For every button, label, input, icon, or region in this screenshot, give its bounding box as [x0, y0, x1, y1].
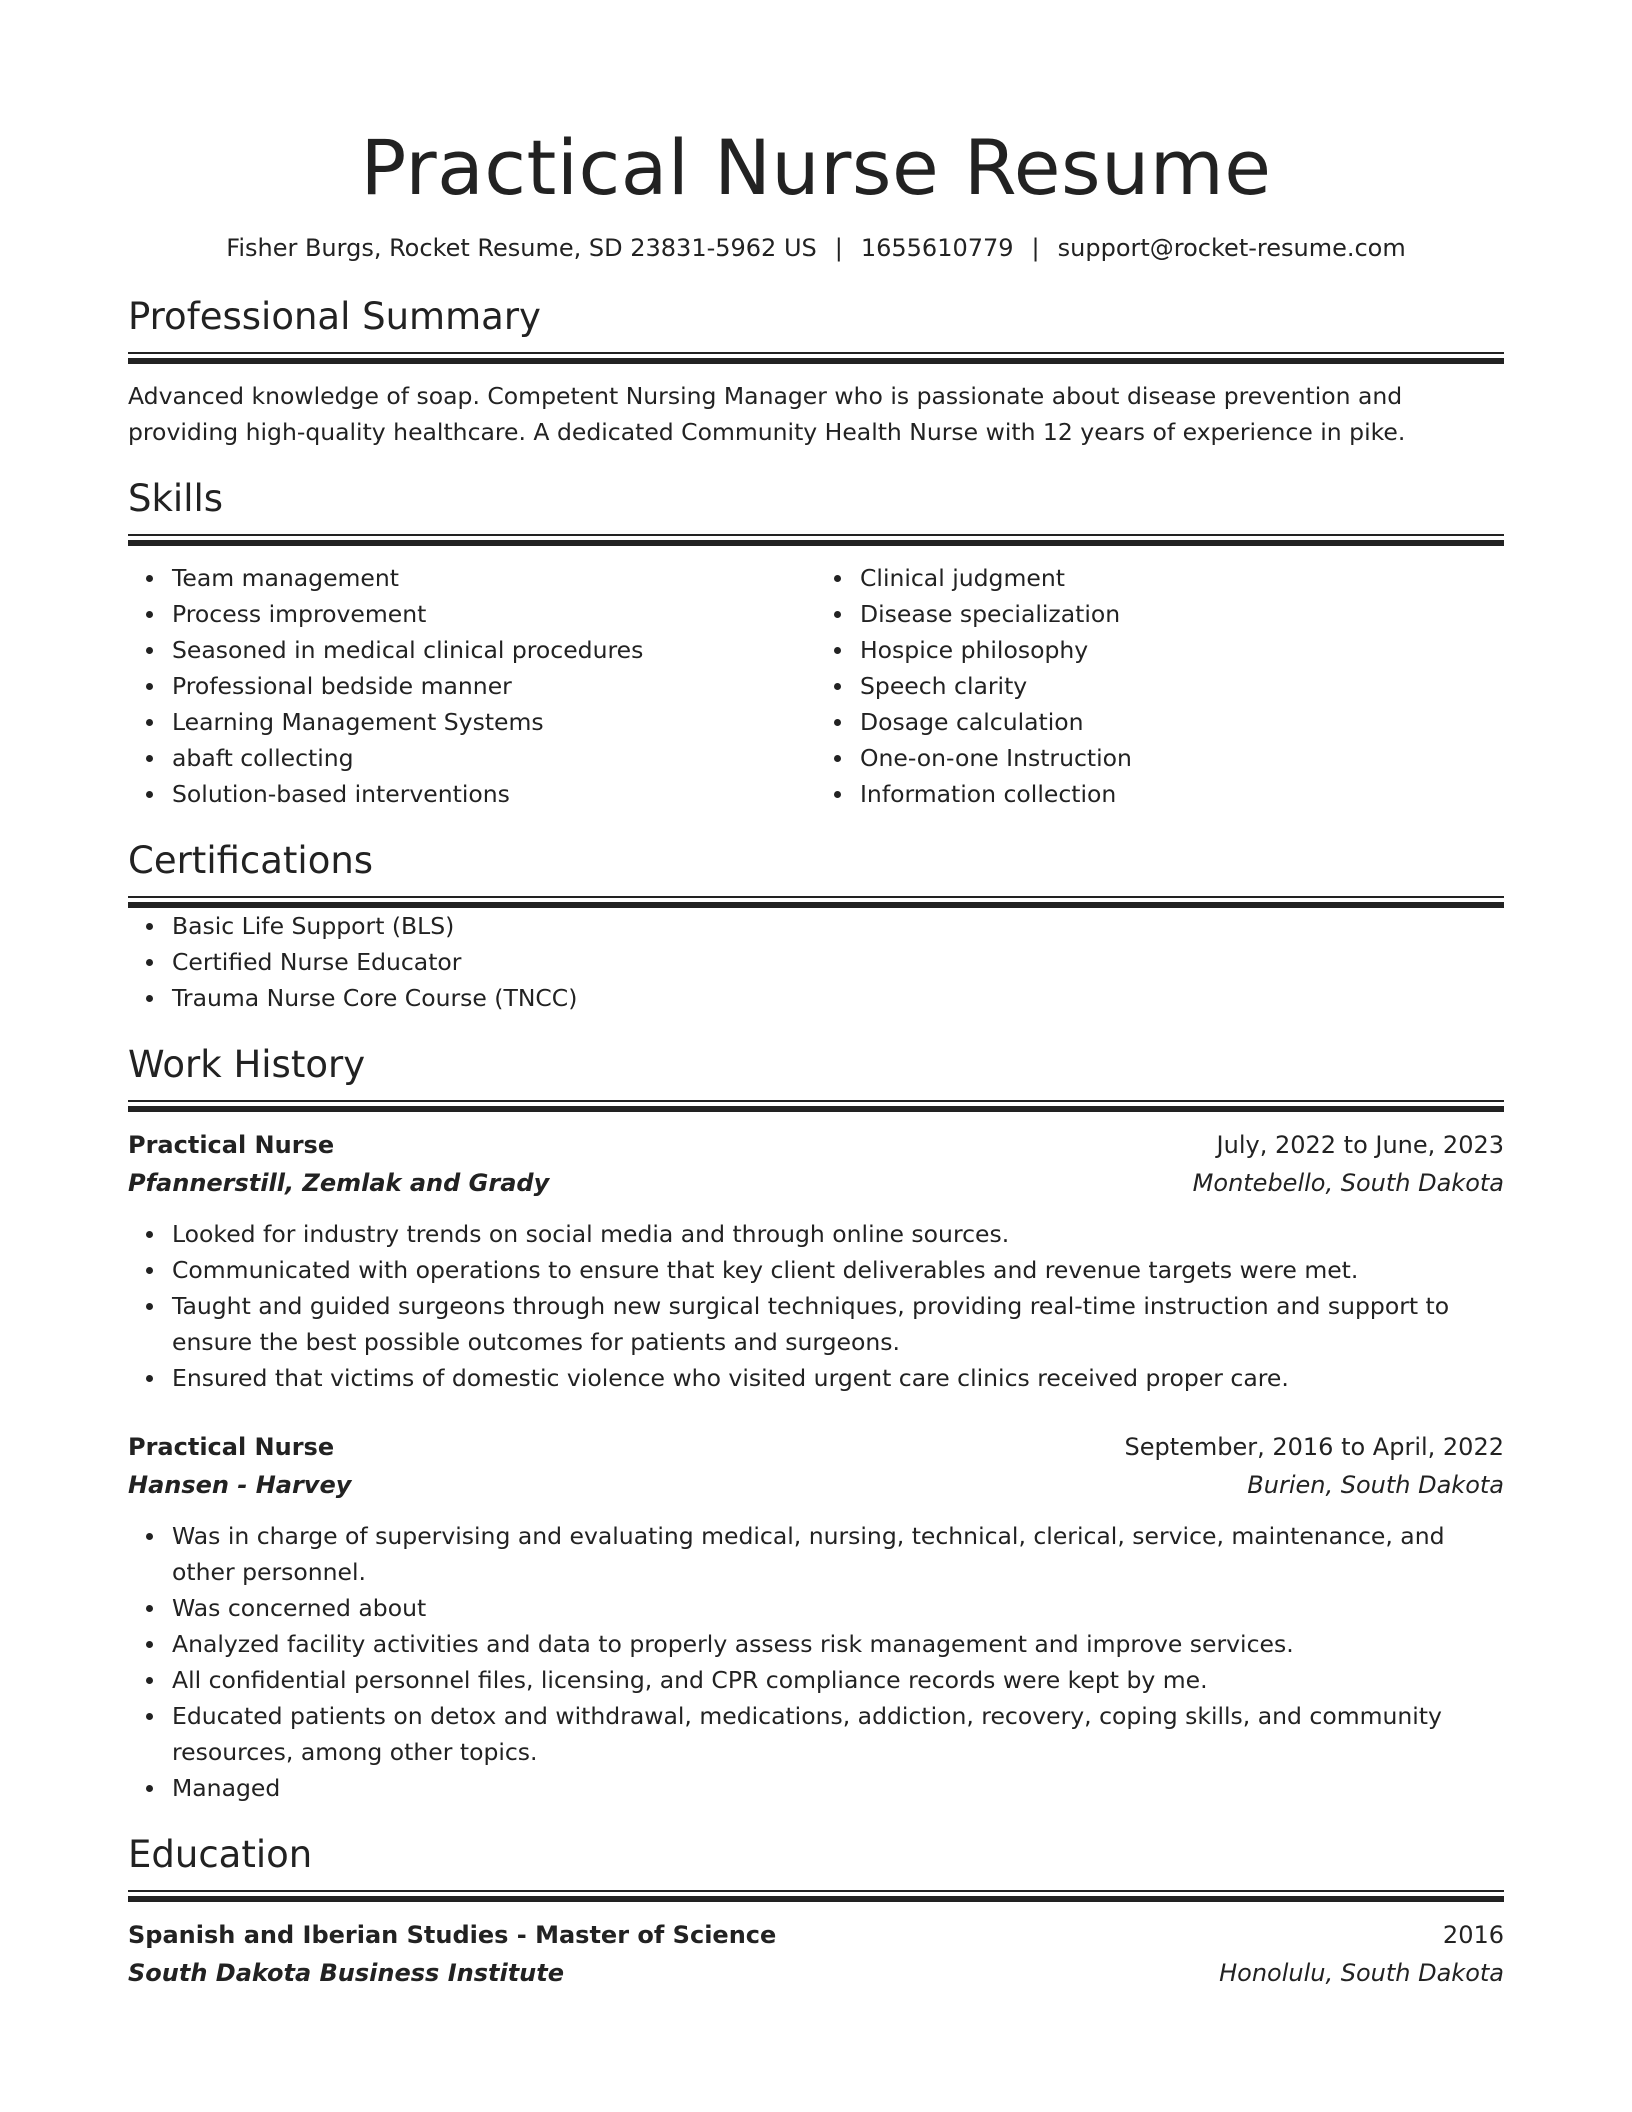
section-divider [128, 1890, 1504, 1902]
section-divider [128, 352, 1504, 364]
skill-item: Solution-based interventions [172, 776, 816, 812]
skills-section [128, 476, 1504, 812]
section-divider [128, 534, 1504, 546]
job-dates: July, 2022 to June, 2023 [1216, 1131, 1504, 1159]
job-location: Burien, South Dakota [1247, 1471, 1504, 1499]
education-section [128, 1832, 1504, 1992]
contact-phone: 1655610779 [860, 234, 1014, 262]
education-subheader-row [128, 1954, 1504, 1992]
contact-line [128, 232, 1504, 264]
skill-item: Information collection [860, 776, 1504, 812]
skills-list-left [128, 560, 816, 812]
skills-column-left [128, 560, 816, 812]
certification-item: Basic Life Support (BLS) [172, 908, 1504, 944]
education-year: 2016 [1442, 1921, 1504, 1949]
job-company: Pfannerstill, Zemlak and Grady [128, 1169, 550, 1197]
work-history-heading: Work History [128, 1043, 366, 1086]
education-heading: Education [128, 1833, 313, 1876]
section-divider [128, 1100, 1504, 1112]
page-title: Practical Nurse Resume [360, 123, 1272, 212]
education-school: South Dakota Business Institute [128, 1959, 564, 1987]
certifications-section [128, 838, 1504, 1016]
skills-list-right [816, 560, 1504, 812]
contact-separator: | [1031, 234, 1040, 262]
skill-item: Process improvement [172, 596, 816, 632]
job-dates: September, 2016 to April, 2022 [1124, 1433, 1504, 1461]
job-title: Practical Nurse [128, 1433, 335, 1461]
job-entry [128, 1126, 1504, 1396]
education-location: Honolulu, South Dakota [1219, 1959, 1504, 1987]
job-entry [128, 1428, 1504, 1806]
job-header-row [128, 1126, 1504, 1164]
skill-item: Hospice philosophy [860, 632, 1504, 668]
skills-grid [128, 560, 1504, 812]
job-duty-item: Educated patients on detox and withdrawal, medications, addiction, recovery, coping skills, and community resources, among other topics. [172, 1698, 1504, 1770]
summary-section [128, 294, 1504, 450]
work-history-section [128, 1042, 1504, 1806]
contact-email: support@rocket-resume.com [1057, 234, 1406, 262]
section-divider [128, 896, 1504, 908]
skill-item: Learning Management Systems [172, 704, 816, 740]
skill-item: Team management [172, 560, 816, 596]
education-entry [128, 1916, 1504, 1992]
certifications-heading: Certifications [128, 839, 374, 882]
contact-address: Fisher Burgs, Rocket Resume, SD 23831-5962 US [226, 234, 817, 262]
education-degree: Spanish and Iberian Studies - Master of Science [128, 1921, 777, 1949]
education-header-row [128, 1916, 1504, 1954]
job-duties-list [128, 1518, 1504, 1806]
job-duty-item: Taught and guided surgeons through new surgical techniques, providing real-time instruction and support to ensure the best possible outcomes for patients and surgeons. [172, 1288, 1504, 1360]
skill-item: Clinical judgment [860, 560, 1504, 596]
skill-item: Disease specialization [860, 596, 1504, 632]
job-duty-item: Managed [172, 1770, 1504, 1806]
job-duties-list [128, 1216, 1504, 1396]
job-location: Montebello, South Dakota [1192, 1169, 1504, 1197]
job-duty-item: Ensured that victims of domestic violence who visited urgent care clinics received proper care. [172, 1360, 1504, 1396]
summary-heading: Professional Summary [128, 295, 541, 338]
skill-item: Professional bedside manner [172, 668, 816, 704]
job-subheader-row [128, 1466, 1504, 1504]
skill-item: Dosage calculation [860, 704, 1504, 740]
skill-item: One-on-one Instruction [860, 740, 1504, 776]
skill-item: Speech clarity [860, 668, 1504, 704]
certification-item: Certified Nurse Educator [172, 944, 1504, 980]
skills-column-right [816, 560, 1504, 812]
certification-item: Trauma Nurse Core Course (TNCC) [172, 980, 1504, 1016]
job-subheader-row [128, 1164, 1504, 1202]
job-duty-item: Communicated with operations to ensure that key client deliverables and revenue targets were met. [172, 1252, 1504, 1288]
job-title: Practical Nurse [128, 1131, 335, 1159]
job-duty-item: Looked for industry trends on social media and through online sources. [172, 1216, 1504, 1252]
job-company: Hansen - Harvey [128, 1471, 352, 1499]
job-duty-item: Was concerned about [172, 1590, 1504, 1626]
job-header-row [128, 1428, 1504, 1466]
skills-heading: Skills [128, 477, 224, 520]
job-duty-item: All confidential personnel files, licensing, and CPR compliance records were kept by me. [172, 1662, 1504, 1698]
certifications-list [128, 908, 1504, 1016]
job-duty-item: Was in charge of supervising and evaluating medical, nursing, technical, clerical, service, maintenance, and other personnel. [172, 1518, 1504, 1590]
summary-text: Advanced knowledge of soap. Competent Nursing Manager who is passionate about disease prevention and providing high-quality healthcare. A dedicated Community Health Nurse with 12 years of experience in pike. [128, 382, 1406, 446]
contact-separator: | [834, 234, 843, 262]
skill-item: Seasoned in medical clinical procedures [172, 632, 816, 668]
job-duty-item: Analyzed facility activities and data to properly assess risk management and improve services. [172, 1626, 1504, 1662]
skill-item: abaft collecting [172, 740, 816, 776]
